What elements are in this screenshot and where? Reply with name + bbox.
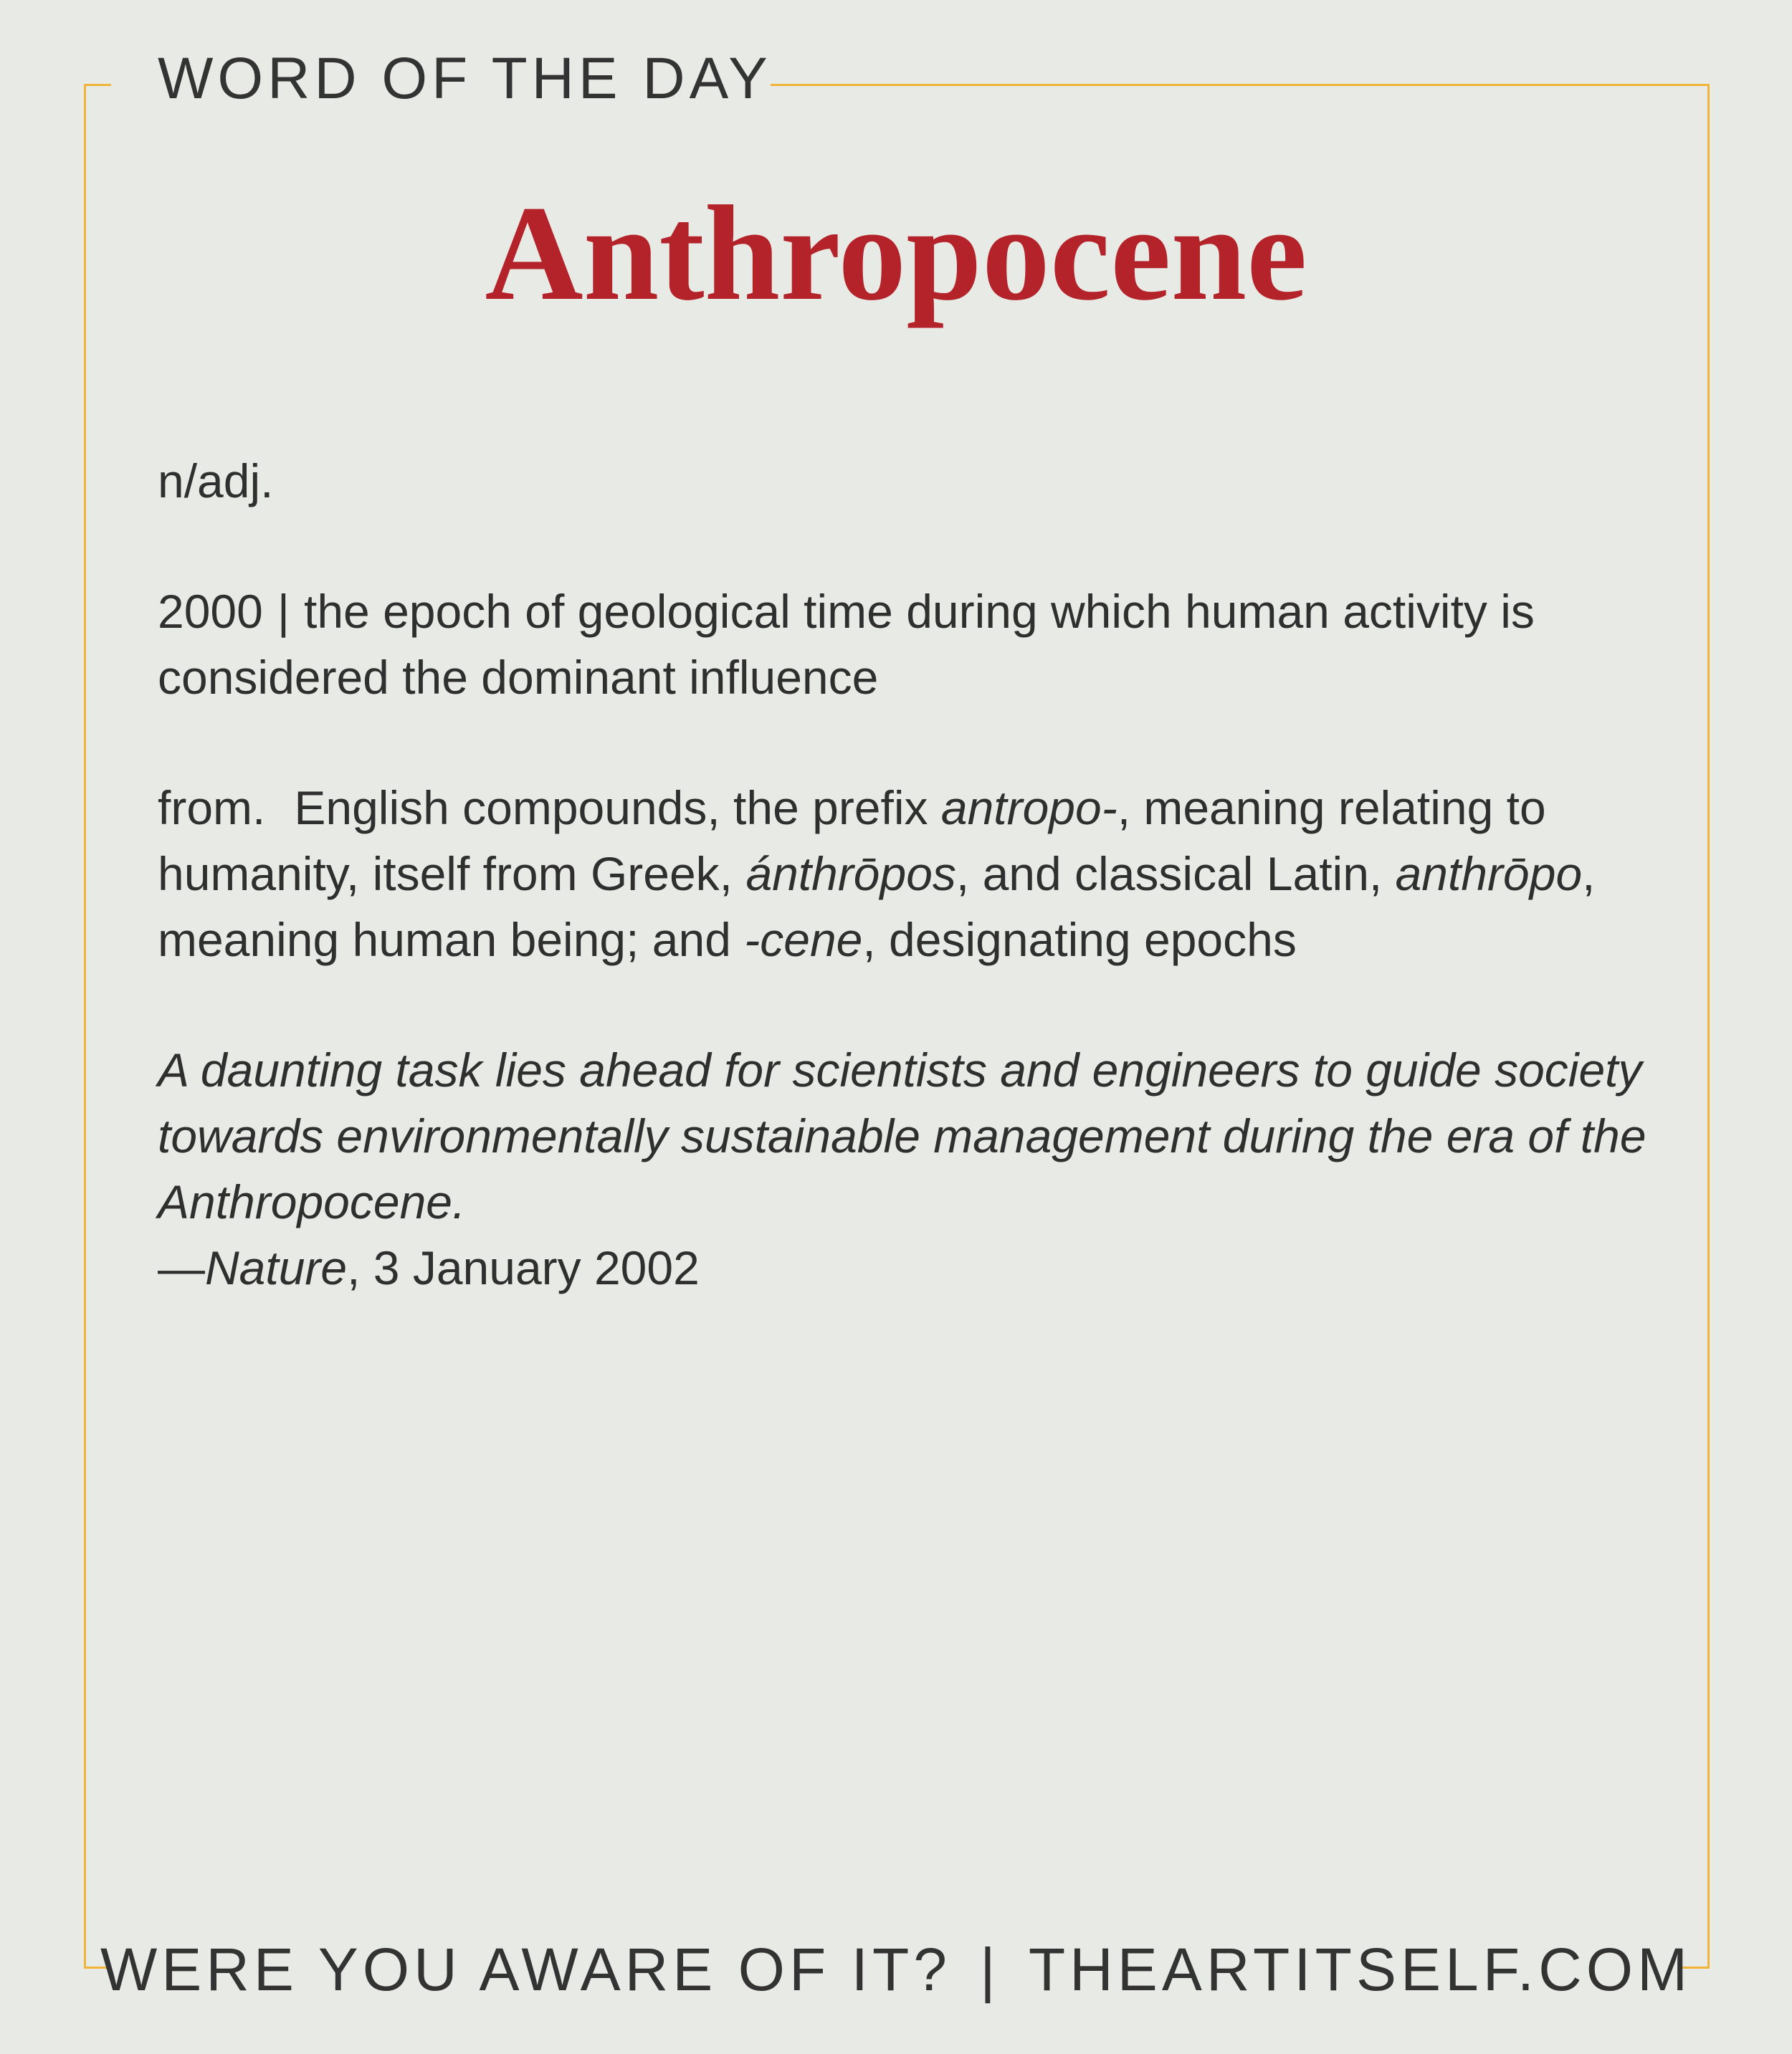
definition-block [158,578,1656,710]
etymology-label: from. [158,781,266,834]
citation-dash: — [158,1241,205,1294]
etymology-text: , and classical Latin, [955,847,1396,900]
quote-citation [158,1235,1656,1301]
definition-separator: | [277,585,290,638]
footer-tagline [0,1935,1792,2005]
etymology-term: ánthrōpos [745,847,956,900]
definition-text: the epoch of geological time during which human activity is considered the dominant influence [158,585,1535,704]
part-of-speech: n/adj. [158,454,274,507]
etymology-term: anthrōpo [1395,847,1583,900]
footer-separator: | [980,1936,1000,2003]
footer-question: WERE YOU AWARE OF IT? [100,1936,951,2003]
etymology-term: -cene [744,913,863,966]
entry-content [158,448,1656,1301]
footer-site-link[interactable]: THEARTITSELF.COM [1028,1936,1692,2003]
etymology-text: , meaning human being; and [158,847,1596,966]
citation-date: , 3 January 2002 [347,1241,700,1294]
etymology-text: , meaning relating to humanity, itself from Greek, [158,781,1546,900]
etymology-text: English compounds, the prefix [294,781,941,834]
citation-source: Nature [205,1241,348,1294]
headword: Anthropocene [485,178,1307,329]
etymology-block [158,775,1656,973]
etymology-term: antropo- [940,781,1117,834]
definition-year: 2000 [158,585,263,638]
eyebrow-label: WORD OF THE DAY [158,46,772,111]
etymology-text: , designating epochs [862,913,1297,966]
example-quote: A daunting task lies ahead for scientists and engineers to guide society towards environmentally sustainable management during the era of the Anthropocene. [158,1043,1646,1228]
